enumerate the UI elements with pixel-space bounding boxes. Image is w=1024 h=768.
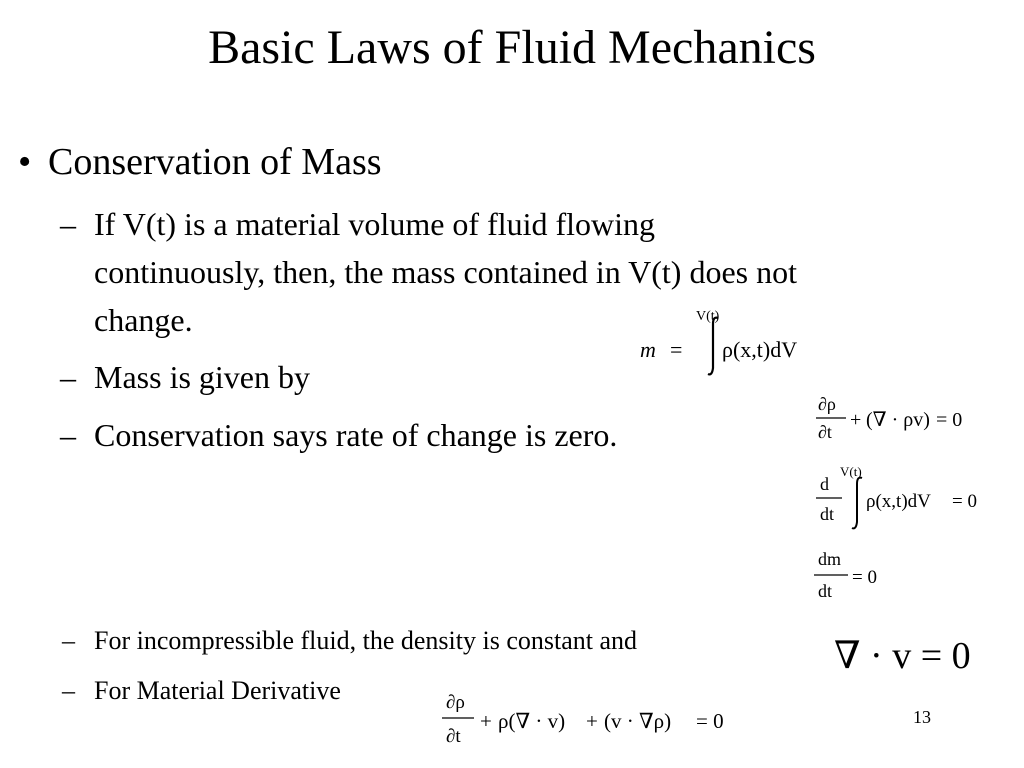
- eq-ir-upper: V(t): [840, 464, 862, 479]
- dash-marker: –: [60, 359, 76, 395]
- integral-sign: [852, 478, 862, 529]
- sub-item-text: For Material Derivative: [94, 676, 341, 705]
- eq-mr-num: dm: [818, 549, 842, 569]
- eq-ir-integrand: ρ(x,t)dV: [866, 491, 931, 512]
- eq-mr-rhs: = 0: [852, 567, 877, 588]
- eq-cont-num: ∂ρ: [818, 394, 836, 414]
- sub-item-line: If V(t) is a material volume of fluid flowing: [94, 206, 656, 242]
- equation-incompressible: [832, 628, 982, 680]
- slide-title: Basic Laws of Fluid Mechanics: [208, 21, 816, 74]
- sub-item-text: Conservation says rate of change is zero.: [94, 417, 618, 453]
- eq-mass-equals: =: [670, 337, 683, 362]
- equation-mass: [640, 300, 860, 380]
- sub-item-line: change.: [94, 302, 193, 338]
- eq-mass-lhs: m: [640, 337, 656, 362]
- eq-md-plus2: +: [586, 709, 598, 733]
- eq-ir-den: dt: [820, 504, 835, 524]
- sub-item-mass-given: [60, 353, 310, 401]
- eq-mr-den: dt: [818, 581, 833, 601]
- dash-marker: –: [62, 676, 75, 705]
- integral-sign: [708, 318, 718, 375]
- eq-cont-den: ∂t: [818, 422, 832, 442]
- equation-mass-rate: [812, 545, 902, 605]
- page-number: 13: [913, 707, 931, 727]
- dash-marker: –: [60, 206, 76, 242]
- eq-ir-num: d: [820, 474, 829, 494]
- eq-md-num: ∂ρ: [446, 692, 465, 713]
- eq-ir-rhs: = 0: [952, 491, 977, 512]
- eq-md-plus1: +: [480, 709, 492, 733]
- sub-item-material-derivative: [62, 674, 341, 708]
- eq-cont-plus: +: [850, 409, 862, 431]
- equation-integral-rate: [812, 462, 992, 532]
- eq-incompressible-text: ∇ · v = 0: [834, 635, 971, 677]
- bullet-text: Conservation of Mass: [48, 141, 382, 183]
- sub-item-text: Mass is given by: [94, 359, 310, 395]
- eq-cont-div: (∇ · ρv): [866, 409, 930, 431]
- eq-mass-upper: V(t): [696, 309, 720, 324]
- eq-cont-rhs: = 0: [936, 409, 963, 431]
- sub-item-line: continuously, then, the mass contained in V(t) does not: [94, 254, 797, 290]
- eq-md-term2: (v · ∇ρ): [604, 709, 672, 733]
- bullet-marker: •: [18, 141, 32, 183]
- sub-item-text: For incompressible fluid, the density is constant and: [94, 626, 638, 655]
- bullet-conservation-of-mass: [18, 140, 382, 184]
- dash-marker: –: [62, 626, 75, 655]
- sub-item-incompressible: [62, 624, 637, 658]
- sub-item-rate-zero: [60, 411, 617, 459]
- equation-material-derivative: [438, 684, 748, 754]
- equation-continuity: [812, 388, 982, 448]
- eq-mass-integrand: ρ(x,t)dV: [722, 337, 798, 362]
- dash-marker: –: [60, 417, 76, 453]
- eq-md-rhs: = 0: [696, 709, 724, 733]
- eq-md-term1: ρ(∇ · v): [498, 709, 566, 733]
- eq-md-den: ∂t: [446, 726, 461, 747]
